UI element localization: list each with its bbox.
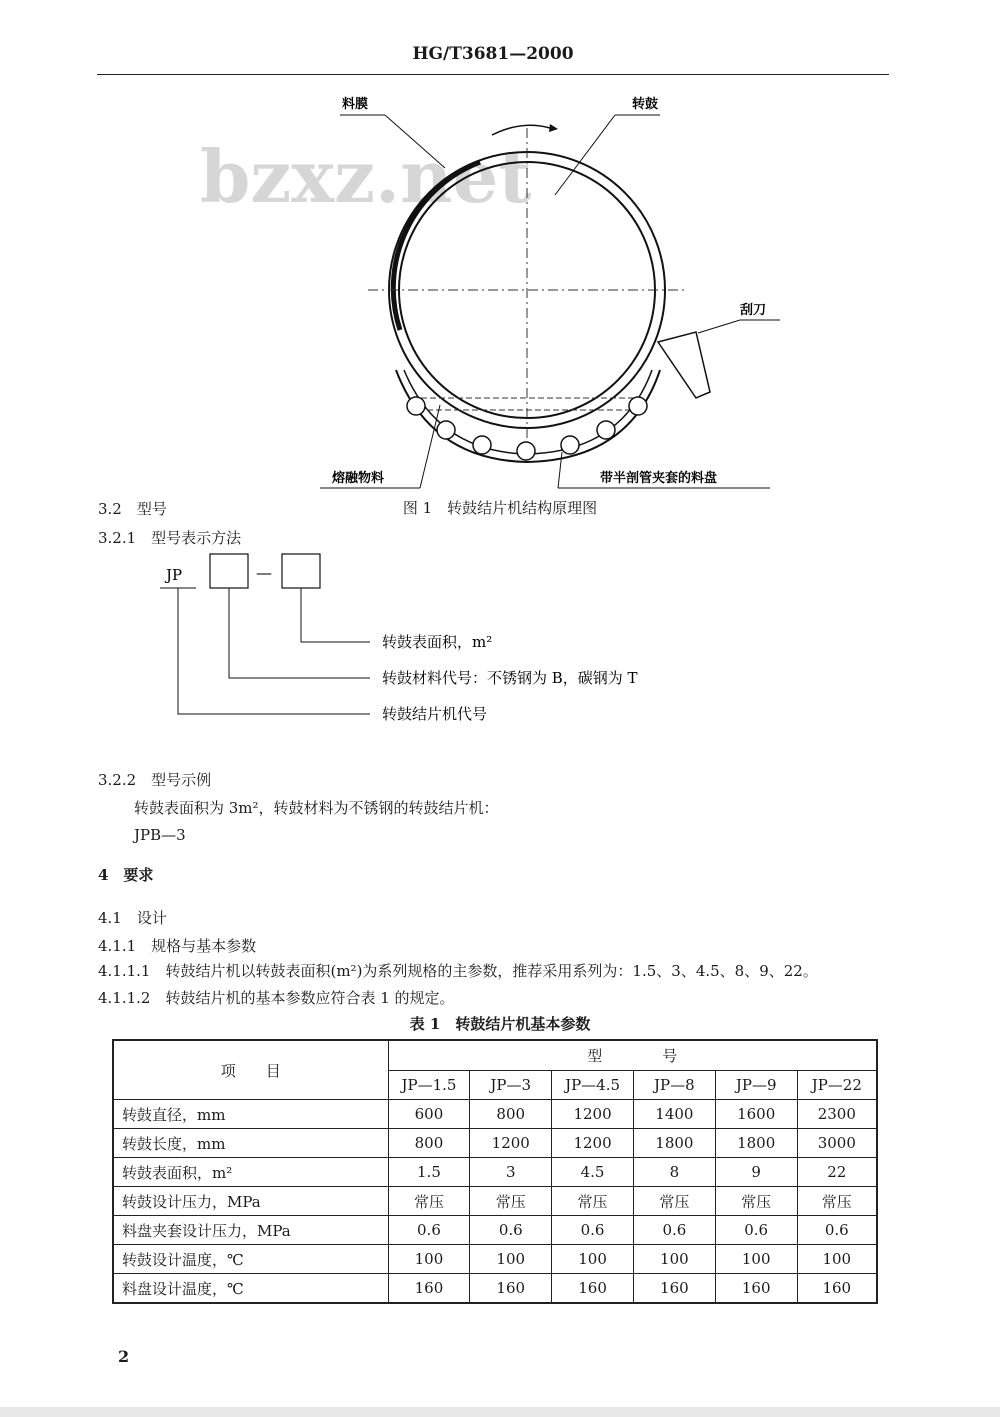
designation-line-surface-area: 转鼓表面积，m² — [382, 633, 493, 651]
row-label: 转鼓直径，mm — [113, 1100, 388, 1129]
section-4-1-1-2-text: 4.1.1.2 转鼓结片机的基本参数应符合表 1 的规定。 — [98, 989, 455, 1007]
section-4-1-title: 4.1 设计 — [98, 909, 167, 927]
model-col: JP—22 — [797, 1070, 877, 1100]
table-cell: 100 — [797, 1245, 877, 1274]
surface-area-leader — [301, 588, 370, 642]
table-cell: 800 — [388, 1129, 470, 1158]
table-header-row — [113, 1040, 877, 1070]
table-cell: 100 — [552, 1245, 634, 1274]
table-cell: 0.6 — [715, 1216, 797, 1245]
table-cell: 600 — [388, 1100, 470, 1129]
table-cell: 0.6 — [797, 1216, 877, 1245]
table-cell: 1800 — [633, 1129, 715, 1158]
table-cell: 160 — [388, 1274, 470, 1304]
scraper-blade — [658, 332, 710, 398]
designation-line-code: 转鼓结片机代号 — [382, 705, 488, 723]
model-example-text: 转鼓表面积为 3m²，转鼓材料为不锈钢的转鼓结片机： — [134, 799, 499, 817]
table-row — [113, 1129, 877, 1158]
item-header: 项 目 — [113, 1040, 388, 1100]
drum-leader — [555, 115, 615, 195]
model-header: 型 号 — [388, 1040, 877, 1070]
model-col: JP—8 — [633, 1070, 715, 1100]
table-cell: 100 — [633, 1245, 715, 1274]
row-label: 转鼓设计压力，MPa — [113, 1187, 388, 1216]
row-label: 料盘夹套设计压力，MPa — [113, 1216, 388, 1245]
table-cell: 22 — [797, 1158, 877, 1187]
scraper-leader — [698, 320, 740, 333]
table-cell: 1.5 — [388, 1158, 470, 1187]
model-col: JP—1.5 — [388, 1070, 470, 1100]
model-designation-diagram — [160, 548, 680, 728]
section-3-2-title: 3.2 型号 — [98, 500, 167, 518]
table-cell: 160 — [633, 1274, 715, 1304]
table-cell: 0.6 — [470, 1216, 552, 1245]
table-cell: 0.6 — [388, 1216, 470, 1245]
table-cell: 4.5 — [552, 1158, 634, 1187]
table-cell: 100 — [715, 1245, 797, 1274]
section-3-2-1-title: 3.2.1 型号表示方法 — [98, 529, 242, 547]
table-row — [113, 1245, 877, 1274]
section-3-2-2-title: 3.2.2 型号示例 — [98, 771, 212, 789]
melt-label: 熔融物料 — [332, 471, 385, 486]
drum-label: 转鼓 — [632, 97, 659, 112]
table-cell: 常压 — [552, 1187, 634, 1216]
table-row — [113, 1187, 877, 1216]
standard-header: HG/T3681—2000 — [412, 44, 574, 64]
table1 — [112, 1039, 878, 1304]
material-code-leader — [229, 588, 370, 678]
table-cell: 1400 — [633, 1100, 715, 1129]
row-label: 转鼓长度，mm — [113, 1129, 388, 1158]
table-cell: 1200 — [470, 1129, 552, 1158]
table-cell: 0.6 — [552, 1216, 634, 1245]
table-cell: 1800 — [715, 1129, 797, 1158]
table-cell: 800 — [470, 1100, 552, 1129]
prefix-leader — [178, 588, 370, 714]
model-dash: — — [256, 563, 272, 582]
table-cell: 160 — [470, 1274, 552, 1304]
model-example-value: JPB—3 — [134, 826, 186, 844]
table-row — [113, 1216, 877, 1245]
table-row — [113, 1100, 877, 1129]
rotation-arrowhead — [549, 124, 558, 132]
table-cell: 常压 — [470, 1187, 552, 1216]
model-col: JP—3 — [470, 1070, 552, 1100]
table-cell: 3000 — [797, 1129, 877, 1158]
film-label: 料膜 — [342, 97, 369, 112]
table-row — [113, 1158, 877, 1187]
footer-bar — [0, 1407, 1000, 1417]
row-label: 料盘设计温度，℃ — [113, 1274, 388, 1304]
table-cell: 0.6 — [633, 1216, 715, 1245]
model-col: JP—4.5 — [552, 1070, 634, 1100]
watermark-text: bzxz.net — [200, 134, 532, 219]
section-4-1-1-title: 4.1.1 规格与基本参数 — [98, 937, 257, 955]
table-cell: 100 — [388, 1245, 470, 1274]
tray-leader — [558, 452, 562, 488]
tray-label: 带半剖管夹套的料盘 — [600, 471, 718, 486]
scraper-label: 刮刀 — [740, 303, 767, 318]
designation-line-material: 转鼓材料代号：不锈钢为 B，碳钢为 T — [382, 669, 638, 687]
page-number: 2 — [118, 1347, 130, 1366]
surface-area-box — [282, 554, 320, 588]
table-cell: 160 — [715, 1274, 797, 1304]
drum-flaker-diagram — [200, 80, 790, 500]
model-col: JP—9 — [715, 1070, 797, 1100]
section-4-title: 4 要求 — [98, 866, 154, 884]
table-row — [113, 1274, 877, 1304]
table-cell: 常压 — [715, 1187, 797, 1216]
table-cell: 2300 — [797, 1100, 877, 1129]
table-cell: 常压 — [388, 1187, 470, 1216]
table1-caption: 表 1 转鼓结片机基本参数 — [409, 1015, 591, 1033]
table-cell: 160 — [552, 1274, 634, 1304]
table-cell: 9 — [715, 1158, 797, 1187]
figure1-caption: 图 1 转鼓结片机结构原理图 — [402, 499, 598, 517]
material-code-box — [210, 554, 248, 588]
table-cell: 1200 — [552, 1129, 634, 1158]
table-cell: 100 — [470, 1245, 552, 1274]
table-cell: 3 — [470, 1158, 552, 1187]
table-cell: 1600 — [715, 1100, 797, 1129]
row-label: 转鼓设计温度，℃ — [113, 1245, 388, 1274]
row-label: 转鼓表面积，m² — [113, 1158, 388, 1187]
header-rule — [97, 74, 889, 75]
table-cell: 160 — [797, 1274, 877, 1304]
section-4-1-1-1-text: 4.1.1.1 转鼓结片机以转鼓表面积(m²)为系列规格的主参数，推荐采用系列为：1.5、3、4.5、8、9、22。 — [98, 962, 818, 980]
model-prefix: JP — [166, 566, 183, 584]
table-cell: 8 — [633, 1158, 715, 1187]
table-cell: 1200 — [552, 1100, 634, 1129]
table-cell: 常压 — [633, 1187, 715, 1216]
table-cell: 常压 — [797, 1187, 877, 1216]
